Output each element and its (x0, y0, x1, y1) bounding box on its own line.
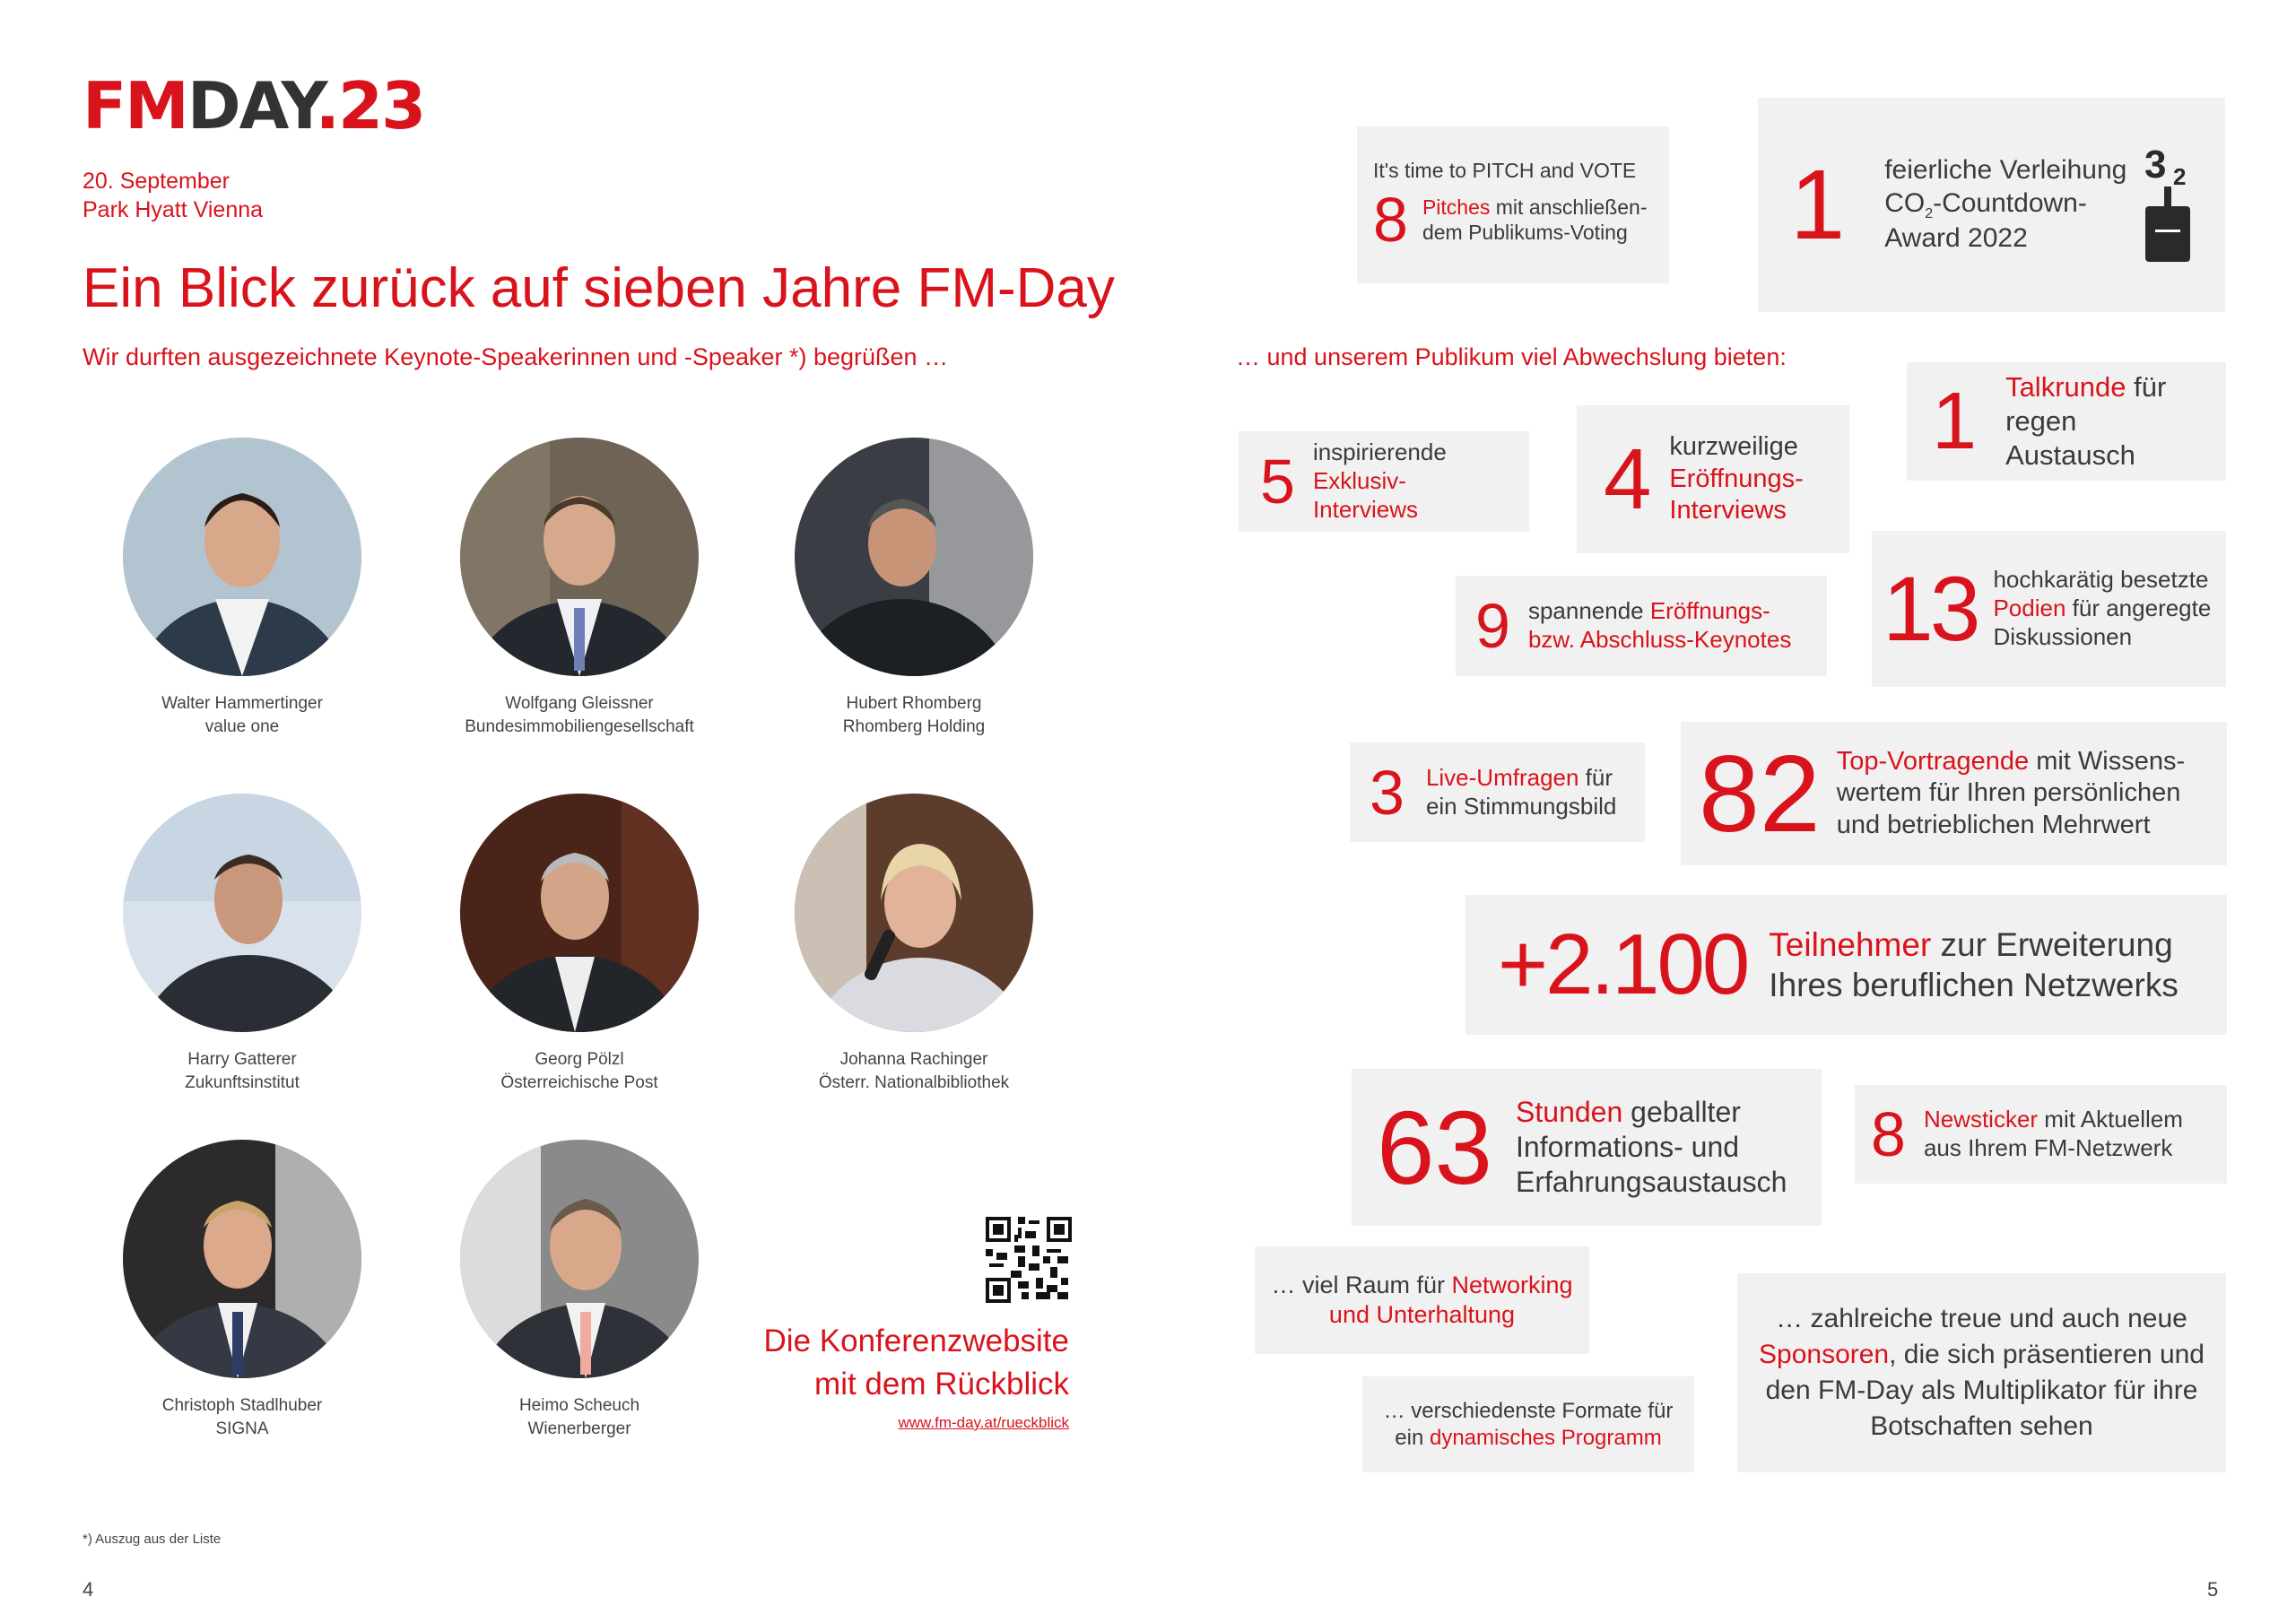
speaker-org: Bundesimmobiliengesellschaft (465, 717, 694, 736)
speaker-portrait (460, 1140, 699, 1378)
stat-panels: 13 hochkarätig besetzte Podien für angeregte Diskussionen (1872, 531, 2226, 687)
speaker-portrait (123, 794, 361, 1032)
stat-number: 5 (1260, 447, 1295, 516)
stat-formats: … verschiedenste Formate für ein dynamisches Programm (1362, 1376, 1694, 1472)
speaker-card (409, 794, 750, 1095)
stat-number: 8 (1373, 185, 1408, 255)
speaker-card (744, 794, 1084, 1095)
stat-exclusive-interviews: 5 inspirierende Exklusiv-Interviews (1239, 431, 1529, 532)
stat-number: 1 (1790, 149, 1846, 260)
pitch-headline: It's time to PITCH and VOTE (1373, 159, 1637, 182)
speaker-portrait (460, 794, 699, 1032)
stat-number: 13 (1883, 558, 1978, 660)
speaker-portrait (795, 794, 1033, 1032)
stat-participants: +2.100 Teilnehmer zur Erweiterung Ihres beruflichen Netzwerks (1465, 895, 2227, 1035)
speaker-name: Walter Hammertinger (161, 694, 323, 713)
speaker-card (744, 438, 1084, 739)
speaker-org: SIGNA (215, 1419, 269, 1438)
stat-number: 82 (1699, 733, 1821, 855)
page-number-left: 4 (83, 1578, 94, 1601)
footnote: *) Auszug aus der Liste (83, 1532, 222, 1547)
speaker-name: Christoph Stadlhuber (161, 1396, 323, 1415)
trophy-icon: 3 2 (2143, 145, 2193, 265)
stat-networking: … viel Raum für Networking und Unterhaltung (1255, 1246, 1589, 1354)
speaker-card (72, 794, 413, 1095)
page-title: Ein Blick zurück auf sieben Jahre FM-Day (83, 257, 1115, 319)
stat-number: 63 (1377, 1089, 1493, 1206)
speaker-card (72, 438, 413, 739)
event-venue: Park Hyatt Vienna (83, 197, 264, 222)
speaker-org: value one (204, 717, 280, 736)
fmday-logo: FMDAY.23 (83, 68, 425, 143)
stat-live-polls: 3 Live-Umfragen für ein Stimmungsbild (1350, 742, 1645, 842)
page-number-right: 5 (2207, 1578, 2219, 1601)
promo-line: mit dem Rückblick (814, 1367, 1069, 1402)
speaker-org: Zukunftsinstitut (185, 1073, 300, 1092)
speaker-org: Österr. Nationalbibliothek (818, 1073, 1010, 1092)
speaker-name: Wolfgang Gleissner (505, 694, 654, 713)
stat-number: +2.100 (1498, 916, 1748, 1012)
stat-number: 9 (1475, 591, 1510, 661)
stat-hours: 63 Stunden geballter Informations- und Erfahrungsaustausch (1352, 1069, 1822, 1226)
speaker-org: Rhomberg Holding (842, 717, 986, 736)
stat-keynotes: 9 spannende Eröffnungs- bzw. Abschluss-Keynotes (1456, 576, 1827, 676)
speaker-name: Georg Pölzl (535, 1050, 624, 1069)
event-date: 20. September (83, 169, 230, 194)
qr-code-icon[interactable] (986, 1217, 1072, 1303)
stat-pitch: It's time to PITCH and VOTE 8 Pitches mit anschließen- dem Publikums-Voting (1357, 126, 1669, 283)
speaker-portrait (460, 438, 699, 676)
speaker-card (409, 1140, 750, 1441)
event-info (83, 167, 263, 224)
stat-top-speakers: 82 Top-Vortragende mit Wissens- wertem für Ihren persönlichen und betrieblichen Mehrwert (1681, 722, 2227, 865)
stat-talk: 1 Talkrunde für regen Austausch (1907, 362, 2226, 481)
speaker-portrait (123, 438, 361, 676)
program-intro: … und unserem Publikum viel Abwechslung bieten: (1236, 343, 1787, 370)
stat-award: 1 feierliche Verleihung $CO_2-Countdown-$ Award 2022 3 2 (1758, 98, 2225, 312)
speaker-name: Hubert Rhomberg (846, 694, 982, 713)
stat-number: 8 (1871, 1099, 1906, 1169)
speaker-name: Harry Gatterer (187, 1050, 297, 1069)
speaker-name: Heimo Scheuch (518, 1396, 640, 1415)
promo-line: Die Konferenzwebsite (763, 1324, 1069, 1358)
speaker-org: Österreichische Post (500, 1073, 658, 1092)
review-link[interactable]: www.fm-day.at/rueckblick (898, 1414, 1069, 1431)
stat-sponsors: … zahlreiche treue und auch neue Sponsoren, die sich präsentieren und den FM-Day als Multiplikator für ihre Botschaften sehen (1737, 1273, 2226, 1472)
speaker-name: Johanna Rachinger (839, 1050, 988, 1069)
stat-number: 1 (1932, 377, 1978, 466)
speakers-intro: Wir durften ausgezeichnete Keynote-Speakerinnen und -Speaker *) begrüßen … (83, 343, 949, 370)
speaker-org: Wienerberger (527, 1419, 631, 1438)
stat-opening-interviews: 4 kurzweilige Eröffnungs- Interviews (1577, 405, 1849, 553)
stat-number: 3 (1370, 757, 1405, 828)
stat-number: 4 (1604, 430, 1652, 527)
website-promo (764, 1320, 1069, 1406)
speaker-card (409, 438, 750, 739)
speaker-card (72, 1140, 413, 1441)
speaker-portrait (795, 438, 1033, 676)
speaker-portrait (123, 1140, 361, 1378)
stat-newsticker: 8 Newsticker mit Aktuellem aus Ihrem FM-Netzwerk (1855, 1085, 2227, 1184)
